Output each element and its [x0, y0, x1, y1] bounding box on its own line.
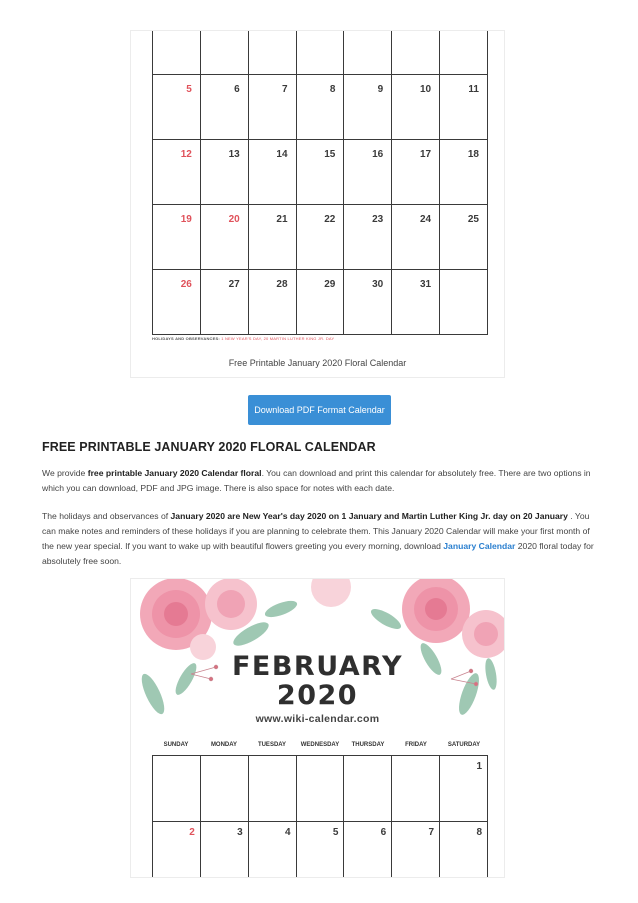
holidays-text-start: The holidays and observances of [42, 511, 171, 521]
legend-label: HOLIDAYS AND OBSERVANCES: [152, 336, 220, 341]
january-calendar-link[interactable]: January Calendar [443, 541, 516, 551]
weekday-header: TUESDAY [257, 742, 287, 748]
january-calendar-image [130, 30, 505, 378]
calendar-day-cell: 22 [296, 204, 344, 269]
calendar-week-row [153, 139, 488, 204]
holidays-legend [152, 336, 334, 341]
january-calendar-grid [152, 31, 488, 333]
calendar-day-cell: 4 [248, 822, 296, 879]
calendar-day-cell: 13 [200, 139, 248, 204]
calendar-day-cell: 25 [440, 204, 488, 269]
intro-bold: free printable January 2020 Calendar floral [87, 468, 262, 478]
calendar-day-cell: 18 [440, 139, 488, 204]
calendar-day-cell: 27 [200, 269, 248, 334]
holidays-bold: January 2020 are New Year's day 2020 on 1 January and Martin Luther King Jr. day on 20 January [170, 511, 568, 521]
calendar-week-row [153, 269, 488, 334]
weekday-header: WEDNESDAY [300, 742, 340, 748]
paragraph-intro [42, 466, 602, 496]
calendar-day-cell [392, 31, 440, 74]
calendar-week-row [153, 756, 488, 822]
holidays-text-middle: . You can make notes and reminders of these holidays if you are planning to celebrate them. This January 2020 Calendar will make your first month of the new year special. If you want to wake up with beautiful flowers greeting you every morning, download [42, 511, 590, 551]
calendar-day-cell [200, 756, 248, 822]
weekday-header: SATURDAY [447, 742, 481, 748]
calendar-day-cell: 14 [248, 139, 296, 204]
calendar-day-cell: 31 [392, 269, 440, 334]
calendar-day-cell: 1 [440, 756, 488, 822]
calendar-week-row [153, 204, 488, 269]
weekday-header: MONDAY [210, 742, 238, 748]
article-body [42, 440, 602, 582]
calendar-day-cell: 28 [248, 269, 296, 334]
calendar-day-cell: 6 [344, 822, 392, 879]
title-month: FEBRUARY [231, 651, 404, 682]
intro-text-start: We provide [42, 468, 88, 478]
weekday-header: FRIDAY [405, 742, 427, 748]
calendar-day-cell: 8 [440, 822, 488, 879]
weekday-header: THURSDAY [351, 742, 385, 748]
calendar-day-cell [392, 756, 440, 822]
calendar-day-cell: 16 [344, 139, 392, 204]
calendar-day-cell [344, 31, 392, 74]
calendar-day-cell [248, 31, 296, 74]
calendar-day-cell: 2 [153, 822, 201, 879]
holidays-text-end: 2020 floral today for absolutely free soon. [42, 541, 594, 566]
calendar-day-cell [296, 31, 344, 74]
calendar-day-cell: 6 [200, 74, 248, 139]
calendar-week-row [153, 822, 488, 879]
february-title [131, 652, 504, 710]
article-heading: FREE PRINTABLE JANUARY 2020 FLORAL CALENDAR [42, 440, 376, 454]
calendar-day-cell: 12 [153, 139, 201, 204]
calendar-day-cell [440, 31, 488, 74]
calendar-day-cell: 20 [200, 204, 248, 269]
download-pdf-button[interactable]: Download PDF Format Calendar [248, 395, 391, 425]
calendar-day-cell [153, 31, 201, 74]
legend-text: 1 NEW YEAR'S DAY, 20 MARTIN LUTHER KING JR. DAY [221, 336, 335, 341]
february-calendar-grid [152, 755, 488, 878]
calendar-day-cell: 7 [392, 822, 440, 879]
calendar-day-cell: 29 [296, 269, 344, 334]
weekday-header: SUNDAY [163, 742, 189, 748]
calendar-day-cell: 8 [296, 74, 344, 139]
calendar-day-cell: 3 [200, 822, 248, 879]
calendar-week-row [153, 74, 488, 139]
calendar-day-cell [248, 756, 296, 822]
calendar-day-cell: 9 [344, 74, 392, 139]
image-caption: Free Printable January 2020 Floral Calendar [228, 358, 407, 368]
calendar-week-row [153, 31, 488, 74]
weekday-header-row [152, 742, 488, 748]
calendar-day-cell: 26 [153, 269, 201, 334]
calendar-day-cell: 24 [392, 204, 440, 269]
title-year: 2020 [276, 680, 359, 711]
calendar-day-cell: 19 [153, 204, 201, 269]
calendar-day-cell: 23 [344, 204, 392, 269]
calendar-day-cell [296, 756, 344, 822]
calendar-day-cell: 5 [296, 822, 344, 879]
calendar-day-cell: 15 [296, 139, 344, 204]
february-calendar-image [130, 578, 505, 878]
intro-text-end: . You can download and print this calendar for absolutely free. There are two options in which you can download, PDF and JPG image. There is also space for notes with each date. [42, 468, 591, 493]
calendar-day-cell: 17 [392, 139, 440, 204]
calendar-day-cell: 21 [248, 204, 296, 269]
calendar-day-cell: 7 [248, 74, 296, 139]
calendar-day-cell: 5 [153, 74, 201, 139]
calendar-day-cell [153, 756, 201, 822]
calendar-day-cell: 30 [344, 269, 392, 334]
calendar-day-cell: 10 [392, 74, 440, 139]
calendar-website-url: www.wiki-calendar.com [255, 713, 380, 725]
calendar-day-cell [344, 756, 392, 822]
calendar-day-cell [200, 31, 248, 74]
calendar-day-cell: 11 [440, 74, 488, 139]
calendar-day-cell [440, 269, 488, 334]
paragraph-holidays [42, 509, 602, 569]
